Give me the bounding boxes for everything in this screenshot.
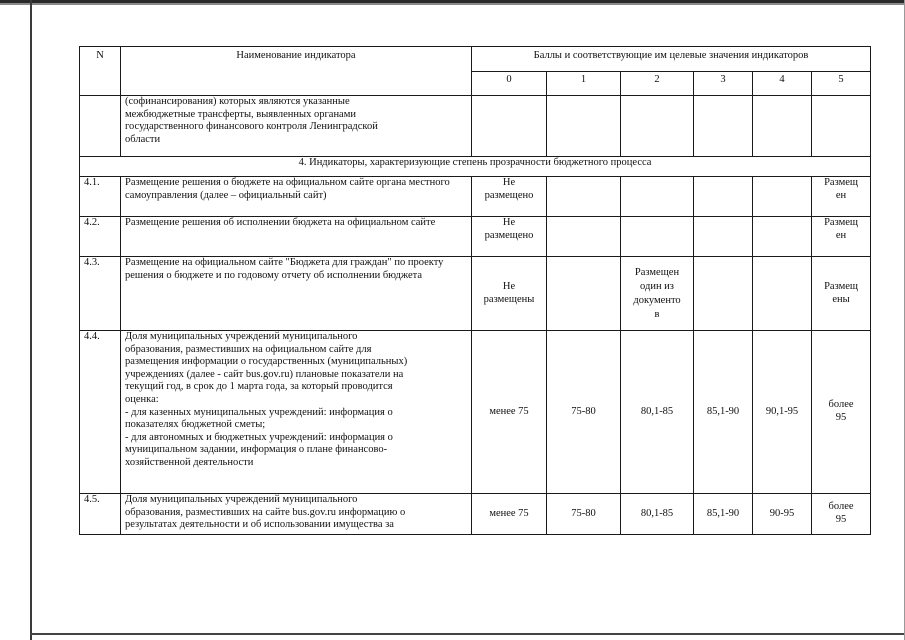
cell-line: 95 [835,412,847,423]
row-number: 4.5. [80,494,121,535]
text-line: области [125,133,161,145]
text-line: оценка: [125,393,159,405]
cell-line: размещено [484,229,534,241]
score-cell [547,96,621,157]
score-cell [753,96,812,157]
cell-line: ен [835,189,847,201]
score-5-cell [812,257,871,331]
row-number: 4.1. [80,177,121,217]
score-5-cell [812,177,871,217]
score-cell [547,177,621,217]
score-3-cell: 85,1-90 [694,494,753,535]
score-cell [547,257,621,331]
score-cell [694,177,753,217]
score-3-cell: 85,1-90 [694,331,753,494]
header-scores-title: Баллы и соответствующие им целевые значения индикаторов [472,47,871,72]
cell-line: Размещ [824,217,858,228]
text-line: межбюджетные трансферты, выявленных органами [125,108,356,120]
score-cell [694,217,753,257]
cell-line: ен [835,229,847,241]
score-0-cell: менее 75 [472,331,547,494]
text-line: Доля муниципальных учреждений муниципального [125,331,358,342]
score-cell [472,96,547,157]
score-cell [621,177,694,217]
cell-line: Не [502,280,516,292]
score-cell [753,177,812,217]
text-line: - для автономных и бюджетных учреждений: информация о [125,431,393,443]
cell-line: ены [832,293,850,305]
text-line: текущий год, в срок до 1 марта года, за который проводится [125,381,393,393]
score-cell [753,257,812,331]
section-title: 4. Индикаторы, характеризующие степень прозрачности бюджетного процесса [80,157,871,177]
text-line: - для казенных муниципальных учреждений: информация о [125,406,393,418]
cell-line: Размещен [634,266,680,278]
cell-line: Размещ [824,280,858,292]
row-description [121,96,472,157]
row-number: 4.4. [80,331,121,494]
text-line: размещения информации о государственных (муниципальных) [125,356,408,368]
table-row [80,96,871,157]
scan-border-bottom [30,633,905,635]
row-description [121,331,472,494]
header-score-1: 1 [547,72,621,96]
row-description [121,494,472,535]
cell-line: размещены [483,293,535,305]
table-row [80,177,871,217]
score-0-cell [472,217,547,257]
text-line: учреждениях (далее - сайт bus.gov.ru) плановые показатели на [125,368,404,380]
row-description: Размещение решения о бюджете на официальном сайте органа местного самоуправления (далее – официальный сайт) [121,177,472,217]
row-description: Размещение на официальном сайте "Бюджета для граждан" по проекту решения о бюджете и по годовому отчету об исполнении бюджета [121,257,472,331]
score-cell [812,96,871,157]
row-number [80,96,121,157]
score-2-cell [621,257,694,331]
cell-line: размещено [484,189,534,201]
text-line: (софинансирования) которых являются указанные [125,96,350,107]
text-line: показателях бюджетной сметы; [125,419,266,431]
score-cell [753,217,812,257]
cell-line: один из [640,280,674,292]
score-cell [547,217,621,257]
score-1-cell: 75-80 [547,331,621,494]
cell-line: Не [502,177,516,188]
cell-line: Размещ [824,177,858,188]
text-line: результатах деятельности и об использовании имущества за [125,519,394,531]
text-line: государственного финансового контроля Ленинградской [125,121,378,133]
table-row [80,217,871,257]
score-5-cell [812,217,871,257]
scan-border-top-shadow [0,3,905,5]
indicators-table [79,46,871,535]
score-2-cell: 80,1-85 [621,494,694,535]
header-score-0: 0 [472,72,547,96]
cell-line: Не [502,217,516,228]
score-4-cell: 90-95 [753,494,812,535]
header-score-5: 5 [812,72,871,96]
score-0-cell [472,257,547,331]
table-row [80,494,871,535]
cell-line: более [828,501,854,513]
score-cell [694,96,753,157]
section-row [80,157,871,177]
row-description: Размещение решения об исполнении бюджета на официальном сайте [121,217,472,257]
score-5-cell [812,494,871,535]
text-line: образования, разместивших на сайте bus.gov.ru информацию о [125,506,406,518]
scan-border-left [30,0,32,640]
header-row [80,47,871,72]
score-2-cell: 80,1-85 [621,331,694,494]
header-score-2: 2 [621,72,694,96]
score-1-cell: 75-80 [547,494,621,535]
text-line: образования, разместивших на официальном сайте для [125,343,372,355]
text-line: муниципальном задании, информация о плане финансово- [125,444,388,456]
text-line: хозяйственной деятельности [125,456,254,468]
cell-line: 95 [835,514,847,525]
score-cell [621,217,694,257]
cell-line: более [828,399,854,411]
cell-line: в [654,308,660,320]
score-cell [621,96,694,157]
row-number: 4.2. [80,217,121,257]
score-0-cell [472,177,547,217]
header-score-4: 4 [753,72,812,96]
score-cell [694,257,753,331]
row-number: 4.3. [80,257,121,331]
table-row [80,331,871,494]
header-number: N [80,47,121,96]
text-line: Доля муниципальных учреждений муниципального [125,494,358,505]
score-0-cell: менее 75 [472,494,547,535]
score-4-cell: 90,1-95 [753,331,812,494]
score-5-cell [812,331,871,494]
header-indicator-name: Наименование индикатора [121,47,472,96]
cell-line: документо [633,294,681,306]
header-score-3: 3 [694,72,753,96]
table-row [80,257,871,331]
